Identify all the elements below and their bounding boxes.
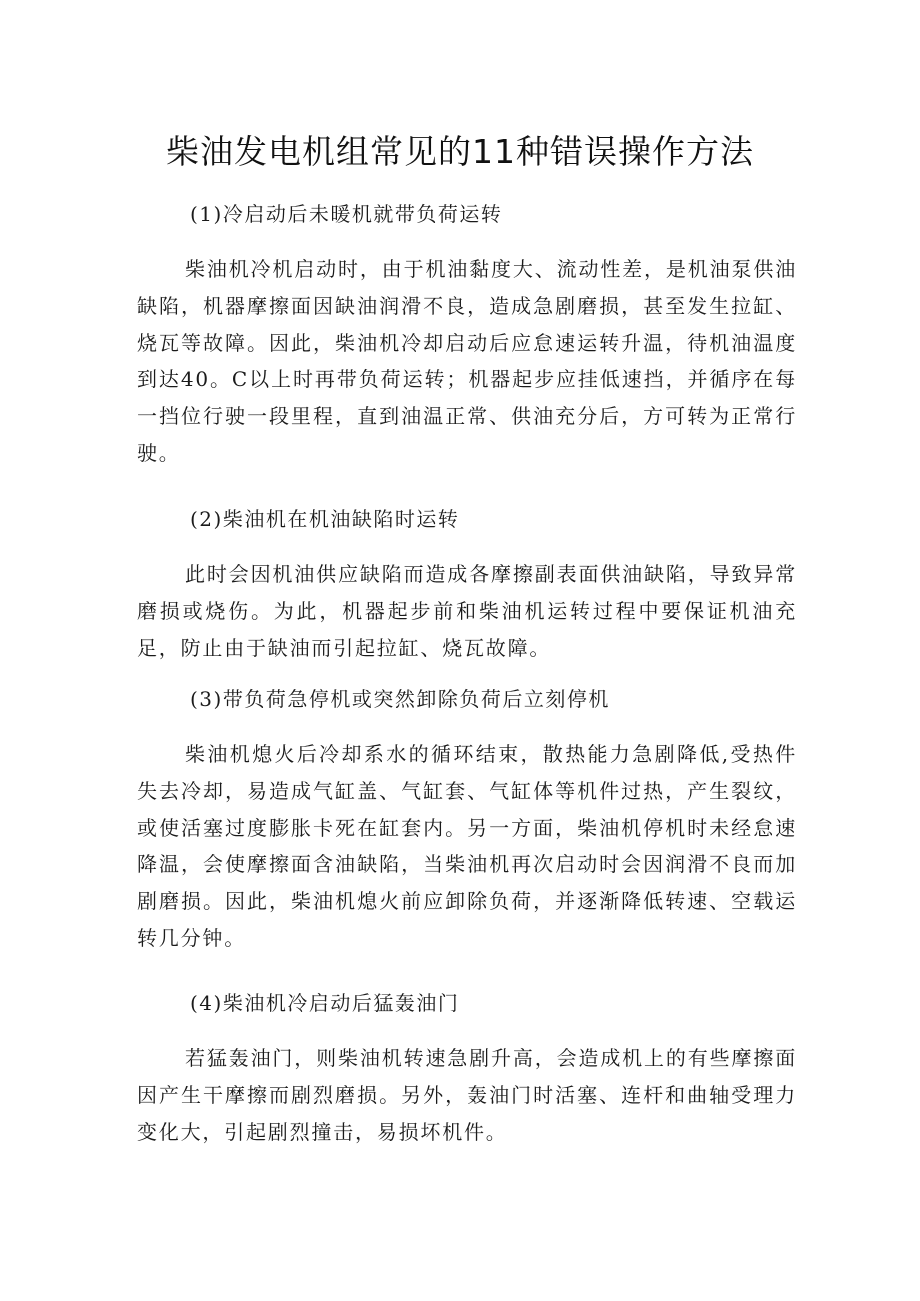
section-body-3: 柴油机熄火后冷却系水的循环结束，散热能力急剧降低,受热件失去冷却，易造成气缸盖、气缸套、气缸体等机件过热，产生裂纹，或使活塞过度膨胀卡死在缸套内。另一方面，柴油机停机时未经怠速降温，会使摩擦面含油缺陷，当柴油机再次启动时会因润滑不良而加剧磨损。因此，柴油机熄火前应卸除负荷，并逐渐降低转速、空载运转几分钟。 <box>137 742 797 950</box>
section-heading-1: (1)冷启动后未暖机就带负荷运转 <box>190 202 503 226</box>
section-heading-2: (2)柴油机在机油缺陷时运转 <box>190 507 460 531</box>
section-heading-3: (3)带负荷急停机或突然卸除负荷后立刻停机 <box>190 687 610 711</box>
document-title: 柴油发电机组常见的11种错误操作方法 <box>166 132 754 171</box>
section-body-2: 此时会因机油供应缺陷而造成各摩擦副表面供油缺陷，导致异常磨损或烧伤。为此，机器起步前和柴油机运转过程中要保证机油充足，防止由于缺油而引起拉缸、烧瓦故障。 <box>137 562 797 660</box>
section-body-4: 若猛轰油门，则柴油机转速急剧升高，会造成机上的有些摩擦面因产生干摩擦而剧烈磨损。另外，轰油门时活塞、连杆和曲轴受理力变化大，引起剧烈撞击，易损坏机件。 <box>137 1046 797 1144</box>
section-body-1: 柴油机冷机启动时，由于机油黏度大、流动性差，是机油泵供油缺陷，机器摩擦面因缺油润滑不良，造成急剧磨损，甚至发生拉缸、烧瓦等故障。因此，柴油机冷却启动后应怠速运转升温，待机油温度到达40。C以上时再带负荷运转；机器起步应挂低速挡，并循序在每一挡位行驶一段里程，直到油温正常、供油充分后，方可转为正常行驶。 <box>137 257 797 465</box>
section-heading-4: (4)柴油机冷启动后猛轰油门 <box>190 991 460 1015</box>
